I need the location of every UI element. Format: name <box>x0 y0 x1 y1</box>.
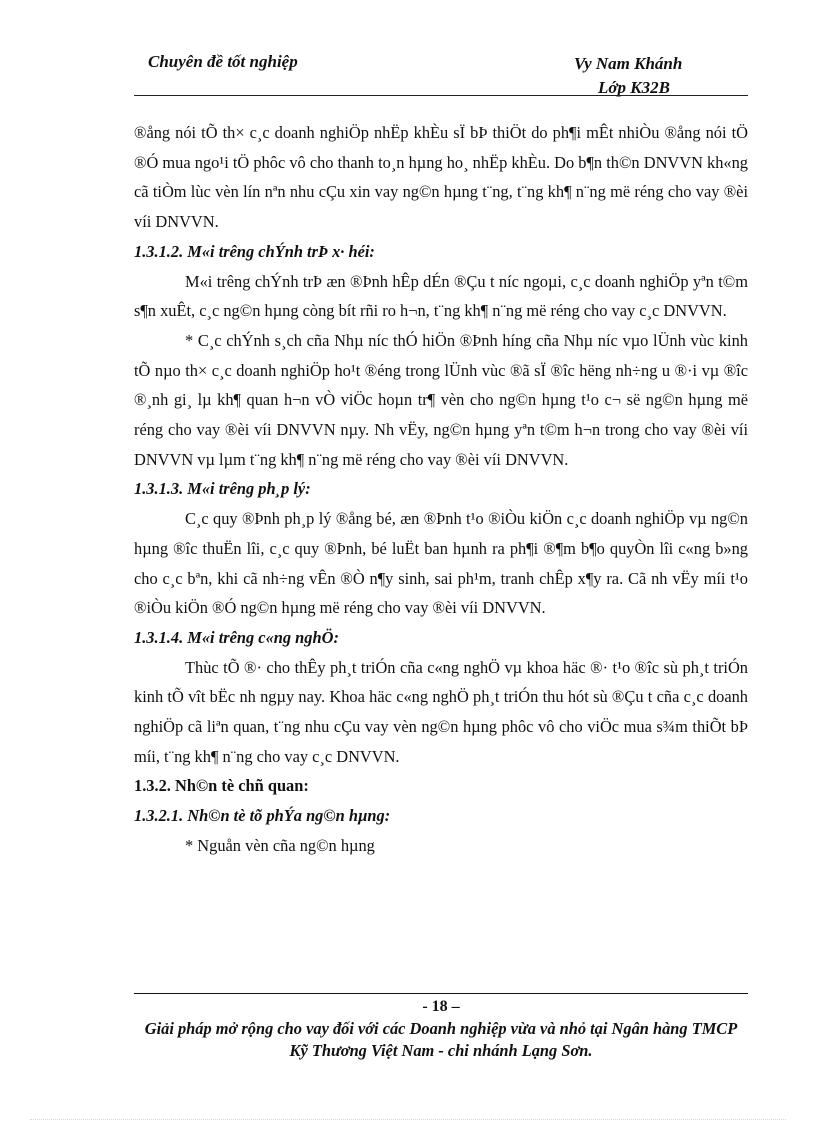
body-paragraph: Thùc tÕ ®· cho thÊy ph¸t triÓn cña c«ng nghÖ vµ khoa häc ®· t¹o ®îc sù ph¸t triÓn kinh tÕ vît bËc nh ngµy nay. Khoa häc c«ng nghÖ ph¸t triÓn thu hót sù ®Çu t cña c¸c doanh nghiÖp cã liªn quan, t¨ng nhu cÇu vay vèn ng©n hµng phôc vô cho viÖc mua s¾m thiÕt bÞ míi, t¨ng kh¶ n¨ng cho vay c¸c DNVVN. <box>134 657 748 766</box>
footer-divider <box>134 993 748 994</box>
header-class: Lớp K32B <box>598 78 670 97</box>
page-header <box>134 50 748 96</box>
footer-thesis-title: Giải pháp mở rộng cho vay đối với các Doanh nghiệp vừa và nhỏ tại Ngân hàng TMCP Kỹ Thương Việt Nam - chi nhánh Lạng Sơn. <box>144 1019 738 1060</box>
section-heading: 1.3.1.2. M«i trêng chÝnh trÞ x· héi: <box>134 241 375 261</box>
section-heading: 1.3.1.4. M«i trêng c«ng nghÖ: <box>134 627 339 647</box>
header-document-type: Chuyên đề tốt nghiệp <box>148 52 298 71</box>
body-paragraph: * C¸c chÝnh s¸ch cña Nhµ níc thÓ hiÖn ®Þnh híng cña Nhµ níc vµo lÜnh vùc kinh tÕ nµo th× c¸c doanh nghiÖp ho¹t ®éng trong lÜnh vùc ®ã sÏ ®îc hëng nh÷ng u ®·i vµ ®îc ®¸nh gi¸ lµ kh¶ quan h¬n vÒ viÖc hoµn tr¶ vèn cho ng©n hµng t¹o c¬ së ng©n hµng më réng cho vay ®èi víi DNVVN nµy. Nh vËy, ng©n hµng yªn t©m h¬n trong cho vay ®èi víi DNVVN vµ lµm t¨ng kh¶ n¨ng më réng cho vay ®èi víi DNVVN. <box>134 330 748 469</box>
page-body <box>134 118 748 861</box>
section-heading: 1.3.2. Nh©n tè chñ quan: <box>134 776 309 796</box>
header-author-name: Vy Nam Khánh <box>574 54 683 73</box>
header-author-block <box>574 52 682 100</box>
page-bottom-dotted-line <box>30 1119 786 1120</box>
header-divider <box>134 95 748 96</box>
body-paragraph: * Nguån vèn cña ng©n hµng <box>185 835 375 855</box>
body-paragraph: C¸c quy ®Þnh ph¸p lý ®ång bé, æn ®Þnh t¹o ®iÒu kiÖn c¸c doanh nghiÖp vµ ng©n hµng ®îc thuËn lîi, c¸c quy ®Þnh, bé luËt ban hµnh ra ph¶i ®¶m b¶o quyÒn lîi c«ng b»ng cho c¸c bªn, khi cã nh÷ng vÊn ®Ò n¶y sinh, sai ph¹m, tranh chÊp x¶y ra. Cã nh vËy míi t¹o ®iÒu kiÖn ®Ó ng©n hµng më réng cho vay ®èi víi DNVVN. <box>134 509 748 618</box>
body-paragraph: ®ång nói tÕ th× c¸c doanh nghiÖp nhËp khÈu sÏ bÞ thiÖt do ph¶i mÊt nhiÒu ®ång nói tÖ ®Ó mua ngo¹i tÖ phôc vô cho thanh to¸n hµng ho¸ nhËp khÈu. Do b¶n th©n DNVVN kh«ng cã tiÒm lùc vèn lín nªn nhu cÇu xin vay ng©n hµng t¨ng, t¨ng kh¶ n¨ng më réng cho vay ®èi víi DNVVN. <box>134 123 748 232</box>
section-heading: 1.3.1.3. M«i trêng ph¸p lý: <box>134 479 311 499</box>
body-paragraph: M«i trêng chÝnh trÞ æn ®Þnh hÊp dÉn ®Çu t níc ngoµi, c¸c doanh nghiÖp yªn t©m s¶n xuÊt, c¸c ng©n hµng còng bít rñi ro h¬n, t¨ng kh¶ n¨ng më réng cho vay c¸c DNVVN. <box>134 271 748 321</box>
section-heading: 1.3.2.1. Nh©n tè tõ phÝa ng©n hµng: <box>134 806 391 826</box>
page-number: - 18 – <box>422 998 460 1015</box>
